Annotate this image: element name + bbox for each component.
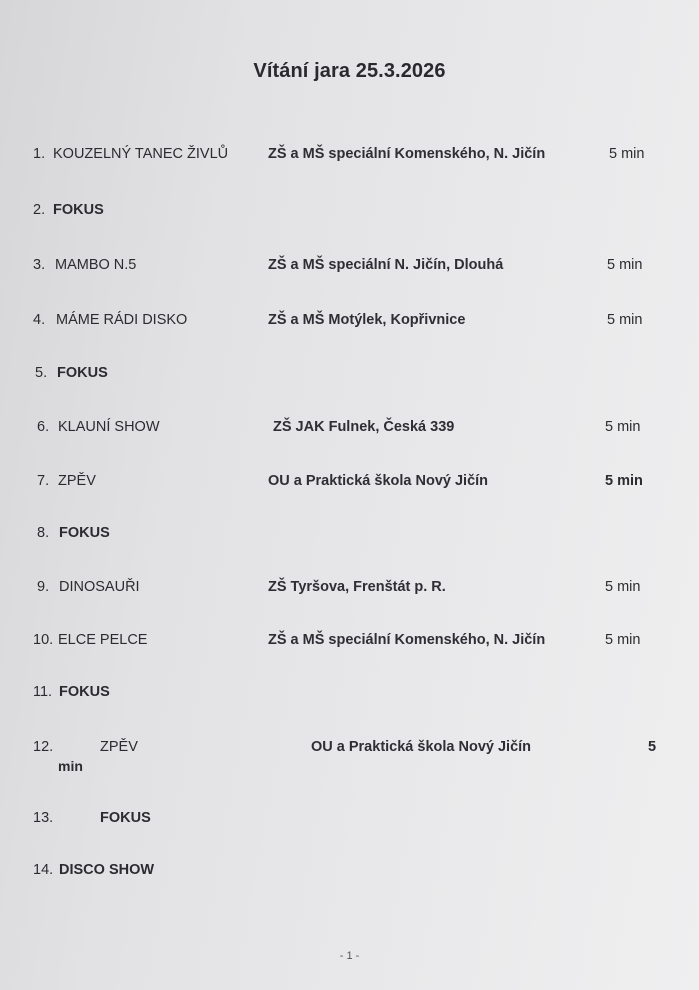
item-name: FOKUS [53, 202, 104, 218]
item-number: 10. [33, 632, 54, 648]
item-number: 2. [33, 202, 46, 218]
item-number: 9. [37, 579, 50, 595]
page-number: - 1 - [339, 950, 360, 962]
item-name: ELCE PELCE [58, 632, 148, 648]
item-name: FOKUS [59, 684, 110, 700]
page-title: Vítání jara 25.3.2026 [253, 60, 446, 82]
program-item [0, 579, 699, 601]
item-name: KLAUNÍ SHOW [58, 419, 160, 435]
item-duration: 5 min [605, 419, 641, 435]
item-school: ZŠ JAK Fulnek, Česká 339 [273, 419, 455, 435]
program-item [0, 365, 699, 387]
item-name: FOKUS [57, 365, 108, 381]
program-item [0, 632, 699, 654]
program-item [0, 525, 699, 547]
item-name: KOUZELNÝ TANEC ŽIVLŮ [53, 146, 229, 162]
item-duration: 5 min [605, 473, 643, 489]
item-number: 1. [33, 146, 46, 162]
item-name: MÁME RÁDI DISKO [56, 312, 188, 328]
item-school: OU a Praktická škola Nový Jičín [311, 739, 532, 755]
item-school: ZŠ a MŠ speciální N. Jičín, Dlouhá [268, 257, 504, 273]
program-item [0, 257, 699, 279]
item-name: DINOSAUŘI [59, 579, 140, 595]
item-duration: 5 min [605, 632, 641, 648]
item-duration: 5 min [605, 579, 641, 595]
item-number: 12. [33, 739, 54, 755]
item-school: OU a Praktická škola Nový Jičín [268, 473, 489, 489]
program-item [0, 146, 699, 168]
item-duration: 5 min [609, 146, 645, 162]
item-duration: 5 min [607, 257, 643, 273]
program-item [0, 684, 699, 706]
program-item [0, 312, 699, 334]
program-item [0, 862, 699, 884]
item-number: 5. [35, 365, 48, 381]
item-school: ZŠ Tyršova, Frenštát p. R. [268, 579, 446, 595]
item-duration-number: 5 [648, 739, 657, 755]
item-duration-unit: min [58, 758, 83, 774]
item-number: 8. [37, 525, 50, 541]
program-item [0, 473, 699, 495]
item-name: ZPĚV [58, 473, 96, 489]
item-school: ZŠ a MŠ Motýlek, Kopřivnice [268, 312, 466, 328]
item-number: 6. [37, 419, 50, 435]
program-item [0, 202, 699, 224]
item-number: 14. [33, 862, 54, 878]
item-school: ZŠ a MŠ speciální Komenského, N. Jičín [268, 146, 546, 162]
item-name: DISCO SHOW [59, 862, 155, 878]
item-name: FOKUS [100, 810, 151, 826]
item-number: 3. [33, 257, 46, 273]
item-number: 4. [33, 312, 46, 328]
item-number: 7. [37, 473, 50, 489]
item-number: 13. [33, 810, 54, 826]
program-item [0, 739, 699, 761]
item-name: MAMBO N.5 [55, 257, 137, 273]
item-name: ZPĚV [100, 739, 138, 755]
item-duration: 5 min [607, 312, 643, 328]
program-item [0, 419, 699, 441]
program-item [0, 810, 699, 832]
item-school: ZŠ a MŠ speciální Komenského, N. Jičín [268, 632, 546, 648]
item-number: 11. [33, 684, 53, 700]
item-name: FOKUS [59, 525, 110, 541]
